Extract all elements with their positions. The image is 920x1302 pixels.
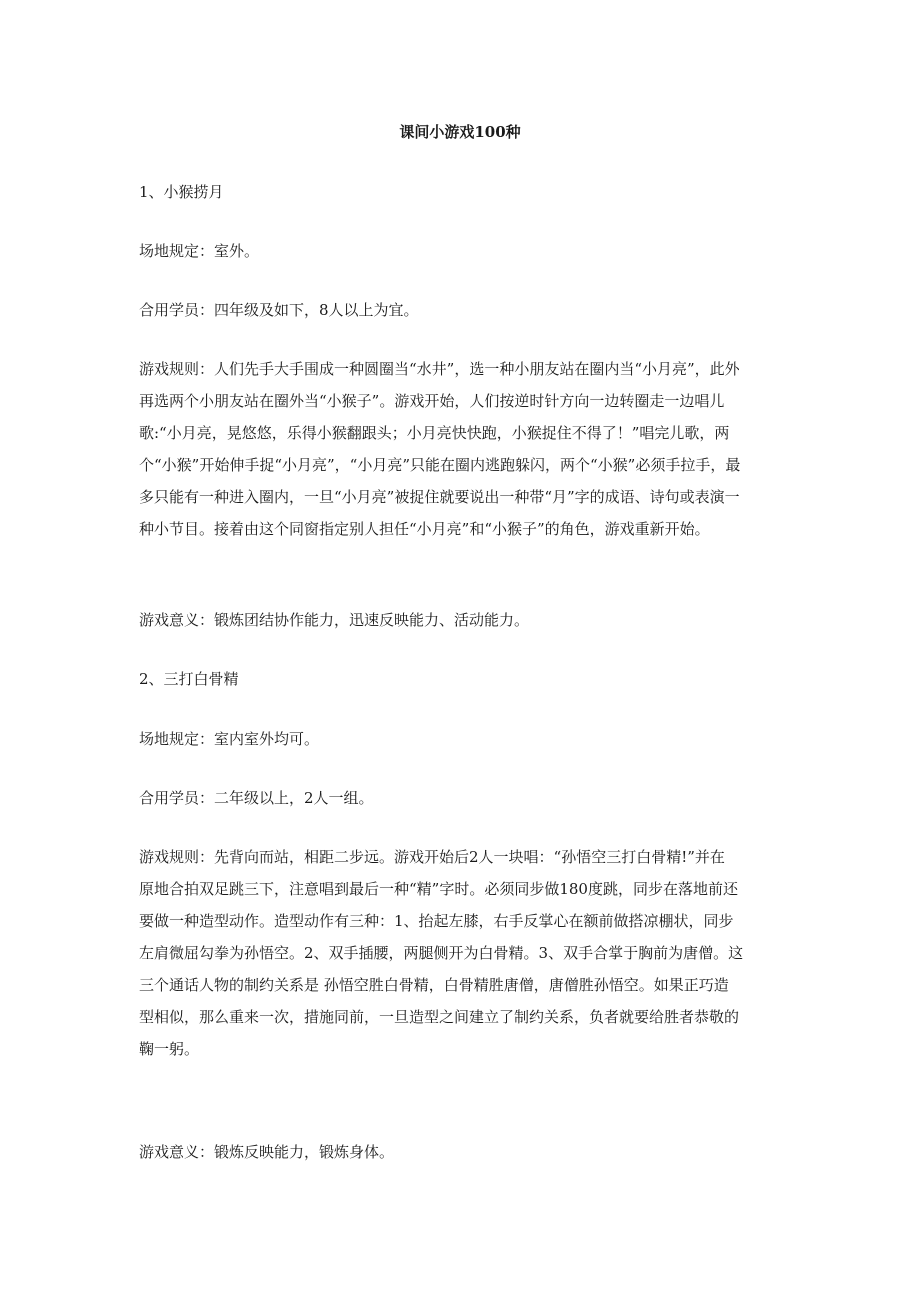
game-1-rules-line: 游戏规则：人们先手大手围成一种圆圈当“水井”，选一种小朋友站在圈内当“小月亮”，此外 xyxy=(139,360,740,378)
game-2-rules-line: 三个通话人物的制约关系是 孙悟空胜白骨精，白骨精胜唐僧，唐僧胜孙悟空。如果正巧造 xyxy=(139,976,729,994)
document-title: 课间小游戏100种 xyxy=(399,123,521,141)
game-1-rules xyxy=(139,353,789,545)
game-1-meaning: 游戏意义：锻炼团结协作能力，迅速反映能力、活动能力。 xyxy=(139,611,530,629)
game-1-rules-line: 歌:“小月亮，晃悠悠，乐得小猴翻跟头；小月亮快快跑，小猴捉住不得了！”唱完儿歌，两 xyxy=(139,424,730,442)
game-1-rules-line: 个“小猴”开始伸手捉“小月亮”，“小月亮”只能在圈内逃跑躲闪，两个“小猴”必须手拉手，最 xyxy=(139,456,741,474)
game-2-rules-line: 左肩微屈勾拳为孙悟空。2、双手插腰，两腿侧开为白骨精。3、双手合掌于胸前为唐僧。这 xyxy=(139,944,744,962)
game-2-rules-line: 鞠一躬。 xyxy=(139,1040,200,1058)
game-2-players: 合用学员：二年级以上，2人一组。 xyxy=(139,789,374,807)
game-2-heading: 2、三打白骨精 xyxy=(139,670,239,688)
game-2-rules-line: 型相似，那么重来一次，措施同前，一旦造型之间建立了制约关系，负者就要给胜者恭敬的 xyxy=(139,1008,740,1026)
game-2-rules-line: 要做一种造型动作。造型动作有三种：1、抬起左膝，右手反掌心在额前做搭凉棚状，同步 xyxy=(139,912,734,930)
game-1-rules-line: 再选两个小朋友站在圈外当“小猴子”。游戏开始，人们按逆时针方向一边转圈走一边唱儿 xyxy=(139,392,725,410)
game-2-rules xyxy=(139,841,789,1065)
game-1-players: 合用学员：四年级及如下，8人以上为宜。 xyxy=(139,301,419,319)
game-1-rules-line: 多只能有一种进入圈内，一旦“小月亮”被捉住就要说出一种带“月”字的成语、诗句或表演一 xyxy=(139,488,740,506)
game-1-heading: 1、小猴捞月 xyxy=(139,183,224,201)
game-1-venue: 场地规定：室外。 xyxy=(139,242,260,260)
game-1-rules-line: 种小节目。接着由这个同窗指定别人担任“小月亮”和“小猴子”的角色，游戏重新开始。 xyxy=(139,520,710,538)
game-2-venue: 场地规定：室内室外均可。 xyxy=(139,730,320,748)
game-2-rules-line: 游戏规则：先背向而站，相距二步远。游戏开始后2人一块唱：“孙悟空三打白骨精!”并在 xyxy=(139,848,725,866)
game-2-rules-line: 原地合拍双足跳三下，注意唱到最后一种“精”字时。必须同步做180度跳，同步在落地前还 xyxy=(139,880,738,898)
game-2-meaning: 游戏意义：锻炼反映能力，锻炼身体。 xyxy=(139,1143,395,1161)
